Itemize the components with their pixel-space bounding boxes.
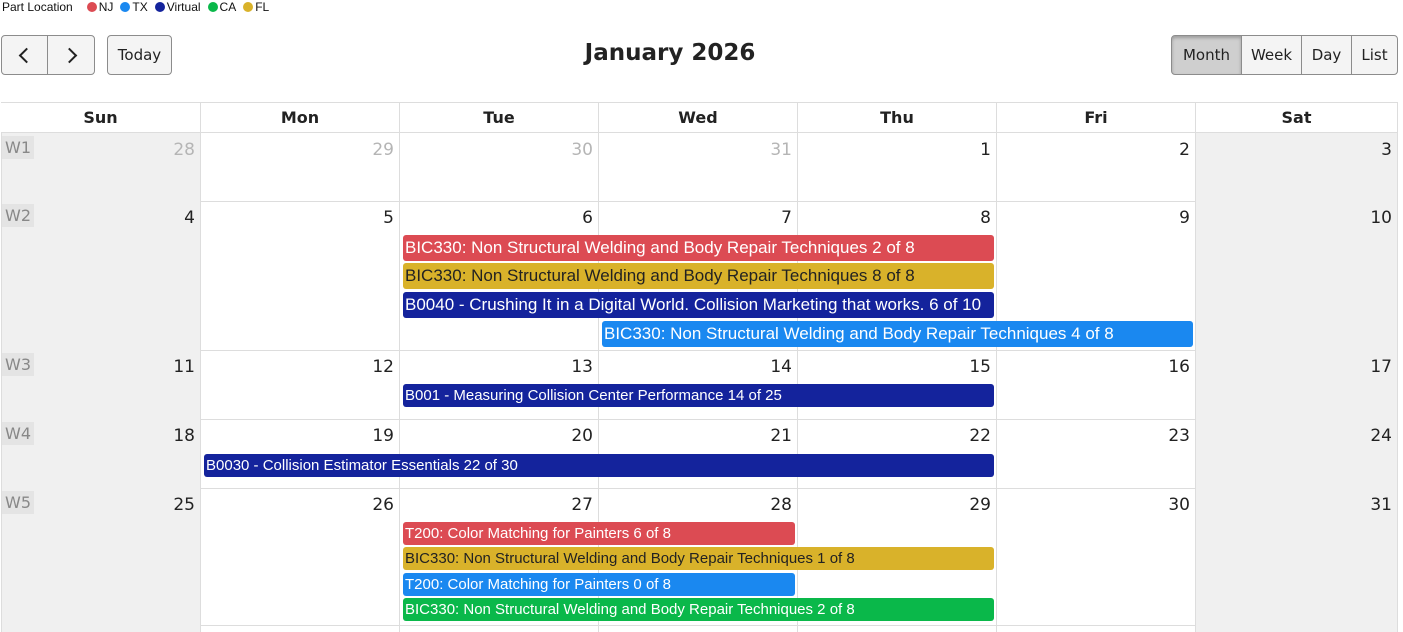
day-number[interactable]: 30 [1168, 495, 1190, 515]
day-number[interactable]: 7 [781, 208, 792, 228]
nj-dot-icon [87, 2, 97, 12]
day-number[interactable]: 29 [969, 495, 991, 515]
day-cell[interactable] [1196, 350, 1398, 419]
legend-item-tx [120, 0, 147, 14]
day-number[interactable]: 2 [1179, 140, 1190, 160]
day-number[interactable]: 15 [969, 357, 991, 377]
day-number[interactable]: 3 [1381, 140, 1392, 160]
day-number[interactable]: 19 [372, 426, 394, 446]
month-grid [1, 102, 1398, 618]
view-switcher [1171, 35, 1398, 75]
legend-item-label: CA [219, 0, 237, 14]
day-number[interactable]: 11 [173, 357, 195, 377]
day-cell[interactable] [201, 133, 400, 201]
day-number[interactable]: 9 [1179, 208, 1190, 228]
day-cell-partial [1196, 623, 1398, 632]
weekday-header-mon: Mon [201, 103, 400, 132]
calendar-event[interactable]: B0030 - Collision Estimator Essentials 22 of 30 [204, 454, 994, 477]
day-cell[interactable] [798, 133, 997, 201]
day-cell[interactable] [997, 488, 1196, 625]
day-cell-partial [400, 623, 599, 632]
day-cell-partial [997, 623, 1196, 632]
legend-item-ca [208, 0, 237, 14]
next-week-row-partial [1, 623, 1398, 632]
day-number[interactable]: 1 [980, 140, 991, 160]
day-cell-partial [798, 623, 997, 632]
week-number-label[interactable]: W2 [2, 204, 34, 227]
day-number[interactable]: 16 [1168, 357, 1190, 377]
day-number[interactable]: 14 [770, 357, 792, 377]
calendar-event[interactable]: BIC330: Non Structural Welding and Body Repair Techniques 2 of 8 [403, 598, 994, 621]
legend-item-label: Virtual [166, 0, 201, 14]
list-view-button[interactable]: List [1351, 35, 1398, 75]
calendar-event[interactable]: T200: Color Matching for Painters 6 of 8 [403, 522, 795, 545]
day-number[interactable]: 10 [1370, 208, 1392, 228]
day-number[interactable]: 25 [173, 495, 195, 515]
day-cell-partial [1, 623, 201, 632]
month-view-button[interactable]: Month [1171, 35, 1242, 75]
day-cell[interactable] [1196, 133, 1398, 201]
day-cell-partial [599, 623, 798, 632]
week-number-label[interactable]: W1 [2, 136, 34, 159]
day-cell[interactable] [1, 350, 201, 419]
calendar-event[interactable]: BIC330: Non Structural Welding and Body Repair Techniques 4 of 8 [602, 321, 1193, 347]
week-number-label[interactable]: W5 [2, 491, 34, 514]
weekday-header-thu: Thu [798, 103, 997, 132]
calendar-event[interactable]: T200: Color Matching for Painters 0 of 8 [403, 573, 795, 596]
calendar-event[interactable]: BIC330: Non Structural Welding and Body Repair Techniques 2 of 8 [403, 235, 994, 261]
day-number[interactable]: 23 [1168, 426, 1190, 446]
day-cell[interactable] [997, 133, 1196, 201]
day-number[interactable]: 28 [173, 140, 195, 160]
day-view-button[interactable]: Day [1301, 35, 1352, 75]
day-number[interactable]: 20 [571, 426, 593, 446]
legend-item-label: TX [132, 0, 148, 14]
day-cell[interactable] [1, 419, 201, 488]
day-cell[interactable] [201, 488, 400, 625]
day-cell[interactable] [201, 201, 400, 350]
week-number-label[interactable]: W3 [2, 353, 34, 376]
weekday-header-fri: Fri [997, 103, 1196, 132]
legend-item-nj [87, 0, 114, 14]
day-number[interactable]: 28 [770, 495, 792, 515]
ca-dot-icon [208, 2, 218, 12]
day-cell[interactable] [1, 488, 201, 625]
calendar-event[interactable]: BIC330: Non Structural Welding and Body Repair Techniques 8 of 8 [403, 263, 994, 289]
day-cell[interactable] [400, 133, 599, 201]
day-cell[interactable] [997, 419, 1196, 488]
day-cell[interactable] [1196, 201, 1398, 350]
week-view-button[interactable]: Week [1241, 35, 1302, 75]
weekday-header-tue: Tue [400, 103, 599, 132]
day-number[interactable]: 12 [372, 357, 394, 377]
fl-dot-icon [243, 2, 253, 12]
calendar-event[interactable]: B0040 - Crushing It in a Digital World. Collision Marketing that works. 6 of 10 [403, 292, 994, 318]
day-number[interactable]: 8 [980, 208, 991, 228]
day-number[interactable]: 31 [770, 140, 792, 160]
tx-dot-icon [120, 2, 130, 12]
week-number-label[interactable]: W4 [2, 422, 34, 445]
weekday-header [1, 103, 1398, 133]
legend-item-label: FL [255, 0, 270, 14]
calendar-event[interactable]: B001 - Measuring Collision Center Performance 14 of 25 [403, 384, 994, 407]
calendar-event[interactable]: BIC330: Non Structural Welding and Body Repair Techniques 1 of 8 [403, 547, 994, 570]
virtual-dot-icon [155, 2, 165, 12]
day-number[interactable]: 18 [173, 426, 195, 446]
legend-item-label: NJ [98, 0, 114, 14]
day-cell[interactable] [201, 350, 400, 419]
day-number[interactable]: 6 [582, 208, 593, 228]
day-number[interactable]: 22 [969, 426, 991, 446]
day-cell[interactable] [599, 133, 798, 201]
day-number[interactable]: 31 [1370, 495, 1392, 515]
day-number[interactable]: 4 [184, 208, 195, 228]
day-cell[interactable] [1196, 488, 1398, 625]
weekday-header-sun: Sun [1, 103, 201, 132]
legend-item-fl [243, 0, 269, 14]
day-number[interactable]: 26 [372, 495, 394, 515]
day-number[interactable]: 17 [1370, 357, 1392, 377]
calendar-title: January 2026 [584, 40, 756, 66]
day-cell[interactable] [1, 201, 201, 350]
day-number[interactable]: 13 [571, 357, 593, 377]
day-cell-partial [201, 623, 400, 632]
day-number[interactable]: 24 [1370, 426, 1392, 446]
weekday-header-sat: Sat [1196, 103, 1398, 132]
day-cell[interactable] [997, 350, 1196, 419]
day-number[interactable]: 29 [372, 140, 394, 160]
day-number[interactable]: 27 [571, 495, 593, 515]
week-row [1, 133, 1398, 202]
day-cell[interactable] [1, 133, 201, 201]
legend-item-virtual [155, 0, 201, 14]
day-cell[interactable] [1196, 419, 1398, 488]
today-button[interactable]: Today [107, 35, 172, 75]
legend-label: Part Location [2, 0, 73, 14]
day-number[interactable]: 5 [383, 208, 394, 228]
day-number[interactable]: 21 [770, 426, 792, 446]
weekday-header-wed: Wed [599, 103, 798, 132]
location-legend [2, 0, 272, 14]
day-number[interactable]: 30 [571, 140, 593, 160]
